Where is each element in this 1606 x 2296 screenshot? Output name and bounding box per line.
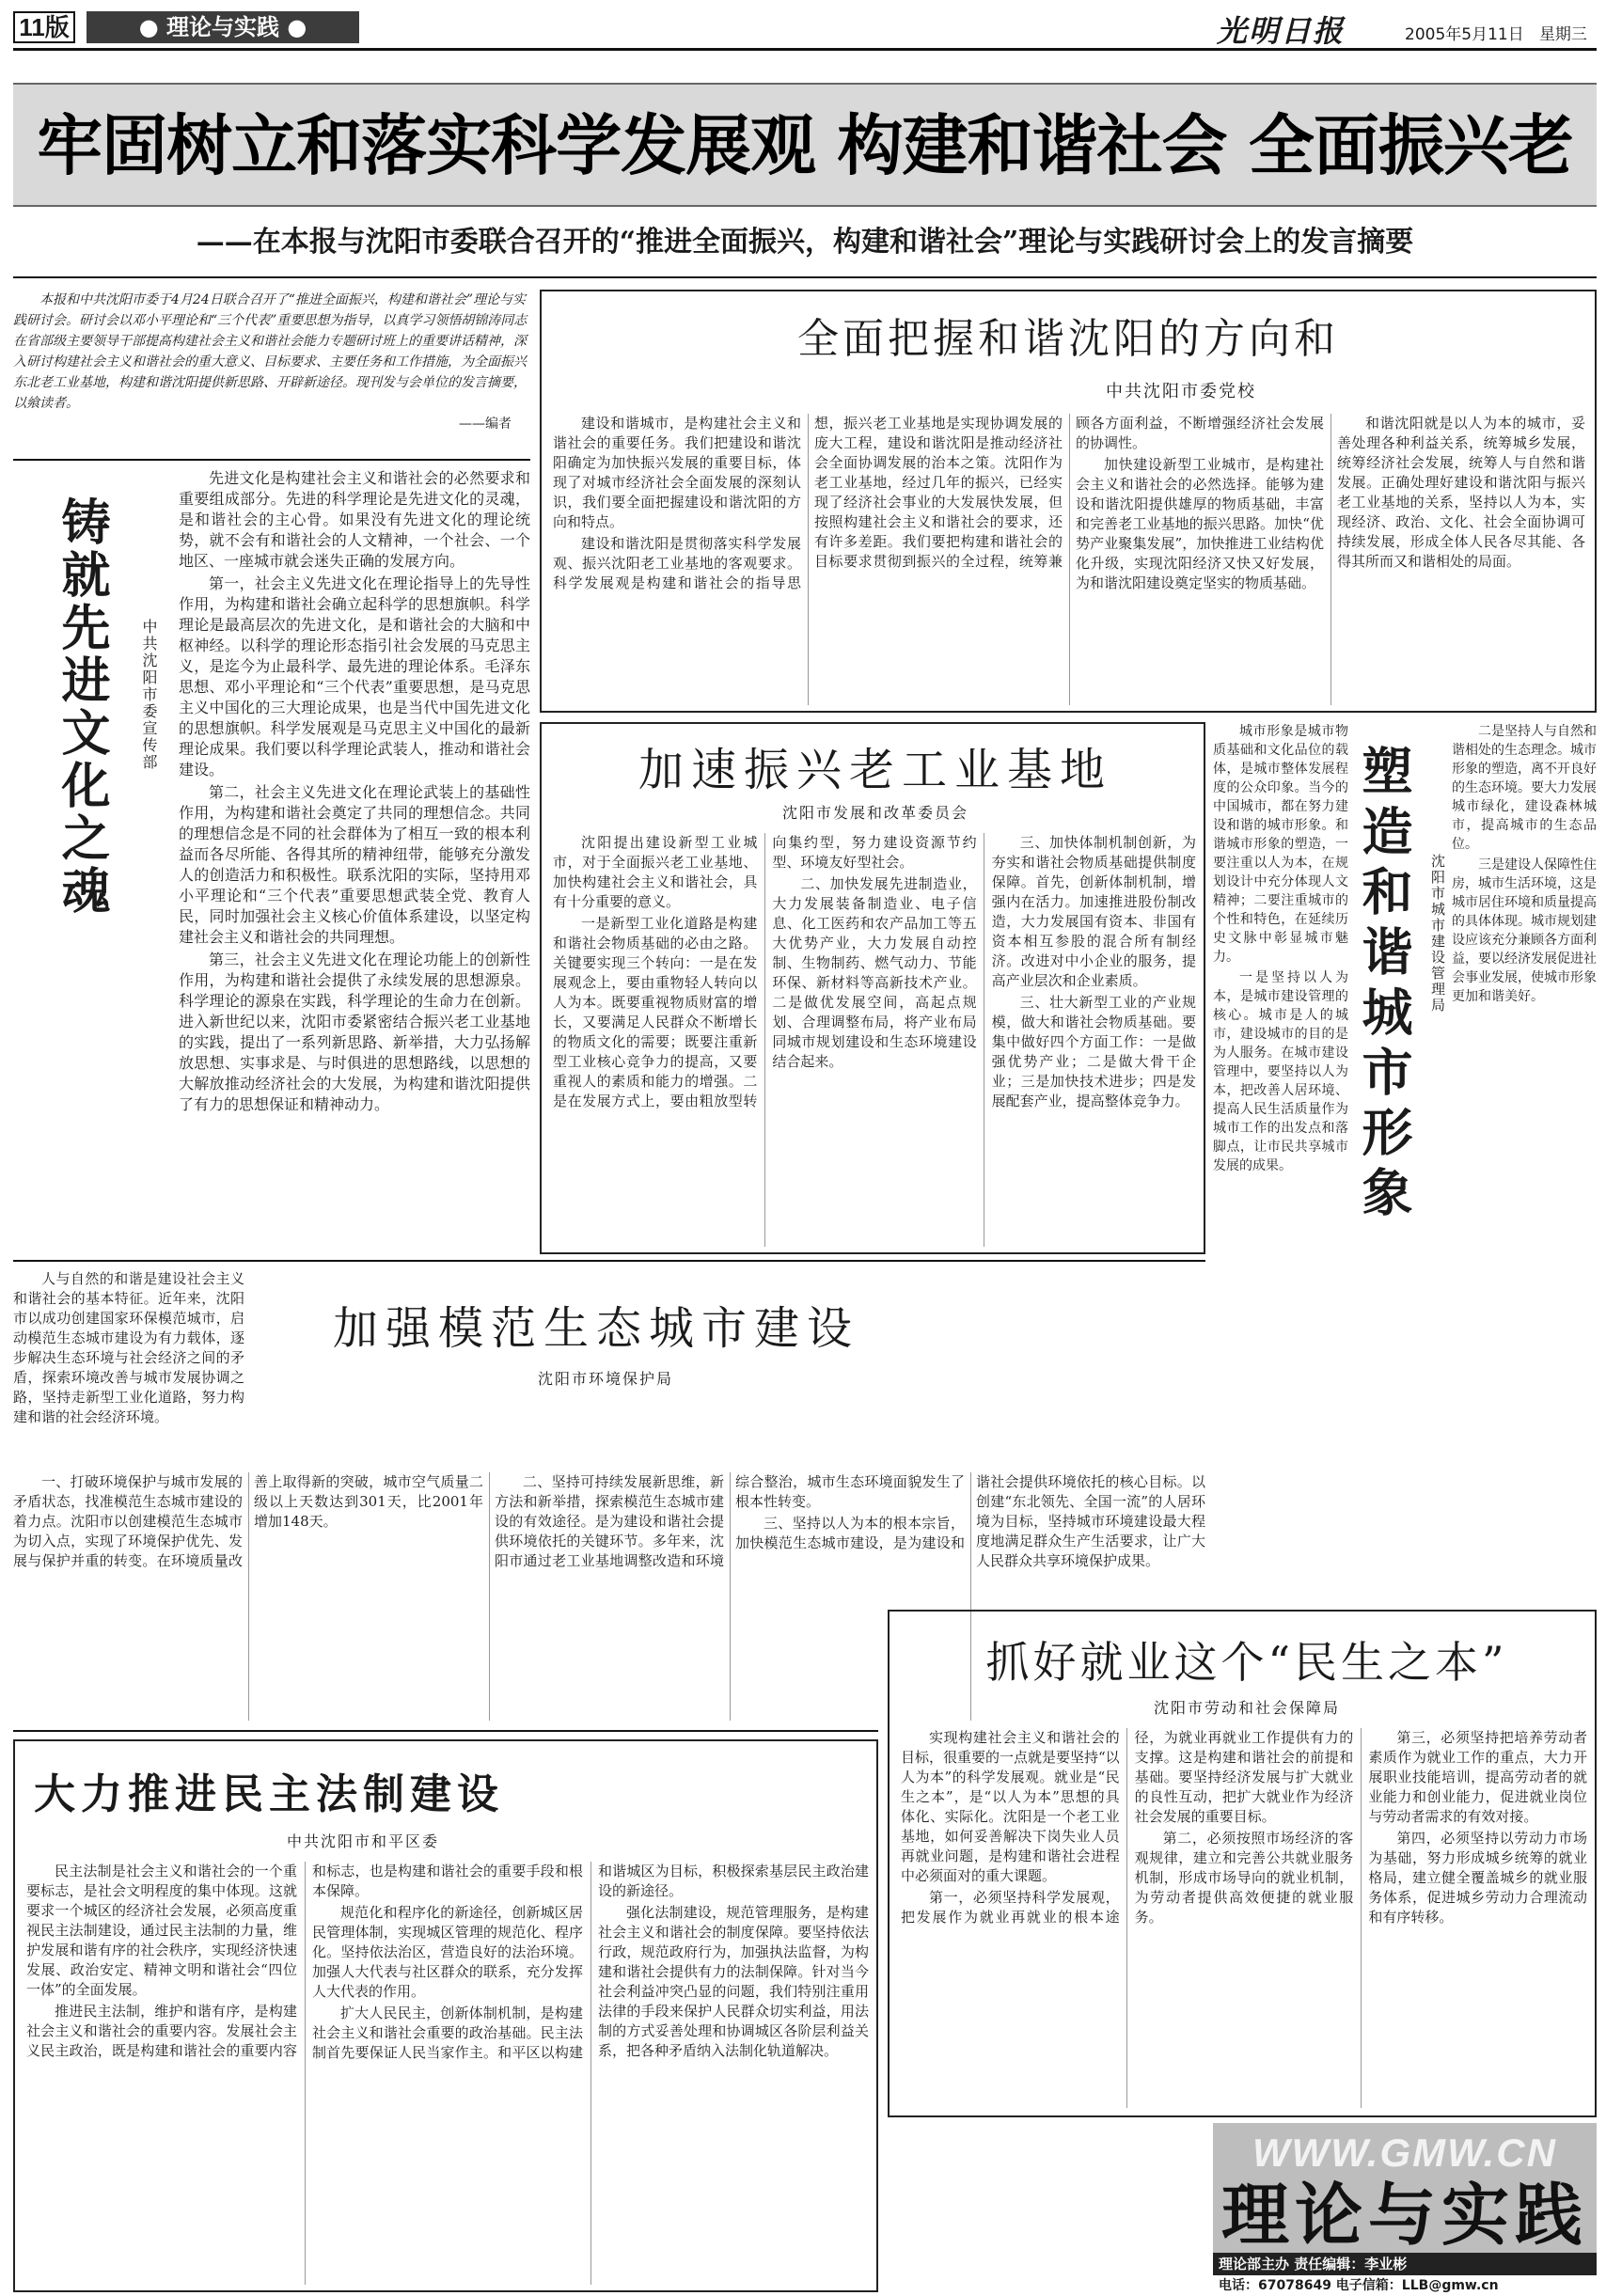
paragraph: 建设和谐沈阳是贯彻落实科学发展观、振兴沈阳老工业基地的客观要求。科学发展观是构建和谐社会的指导思想，振兴老工业基地是实现协调发展的庞大工程，建设和谐沈阳是推动经济社会全面协调发展的治本之策。沈阳作为老工业基地，经过几年的振兴，已经实现了经济社会事业的大发展快发展，但按照构建社会主义和谐社会的要求，还有许多差距。我们要把构建和谐社会的目标要求贯彻到振兴的全过程，统筹兼顾各方面利益，不断增强经济社会发展的协调性。 xyxy=(553,415,1324,591)
paragraph: 第四，必须坚持以劳动力市场为基础，努力形成城乡统筹的就业格局，建立健全覆盖城乡的就业服务体系，促进城乡劳动力合理流动和有序转移。 xyxy=(1368,1830,1587,1926)
paragraph: 第二，社会主义先进文化在理论武装上的基础性作用，为构建和谐社会奠定了共同的理想信念。共同的理想信念是不同的社会群体为了相互一致的根本利益而各尽所能、各得其所的精神纽带，能够充分激发人的创造活力和积极性。联系沈阳的实际，坚持用邓小平理论和“三个代表”重要思想武装全党、教育人民，同时加强社会主义核心价值体系建设，以坚定构建社会主义和谐社会的共同理想。 xyxy=(179,783,530,946)
paragraph: 加快建设新型工业城市，是构建社会主义和谐社会的必然选择。能够为建设和谐沈阳提供雄厚的物质基础，丰富和完善老工业基地的振兴思路。加快“优势产业聚集发展”，加快推进工业结构优化升级，实现沈阳经济又快又好发展，为和谐沈阳建设奠定坚实的物质基础。 xyxy=(1076,456,1324,591)
editor-note-text: 本报和中共沈阳市委于4月24日联合召开了“推进全面振兴，构建和谐社会”理论与实践研讨会。研讨会以邓小平理论和“三个代表”重要思想为指导，以真学习领悟胡锦涛同志在省部级主要领导干部提高构建社会主义和谐社会能力专题研讨班上的重要讲话精神，深入研讨构建社会主义和谐社会的重大意义、目标要求、主要任务和工作措施，为全面振兴东北老工业基地，构建和谐沈阳提供新思路、开辟新途径。现刊发与会单位的发言摘要，以飨读者。 xyxy=(13,292,527,411)
article-byline: 中共沈阳市委宣传部 xyxy=(140,619,158,771)
section-title: 理论与实践 xyxy=(1220,2178,1588,2253)
article-byline: 中共沈阳市和平区委 xyxy=(286,1832,439,1850)
paragraph: 一、打破环境保护与城市发展的矛盾状态，找准模范生态城市建设的着力点。沈阳市以创建模范生态城市为切入点，实现了环境保护优先、发展与保护并重的转变。在环境质量改善上取得新的突破，城市空气质量二级以上天数达到301天，比2001年增加148天。 xyxy=(13,1473,483,1569)
divider xyxy=(13,276,1597,278)
divider xyxy=(13,1730,878,1732)
footer-block xyxy=(1213,2123,1597,2296)
paragraph: 和谐沈阳就是以人为本的城市，妥善处理各种利益关系，统筹城乡发展，统筹经济社会发展，统筹人与自然和谐发展。正确处理好建设和谐沈阳与振兴老工业基地的关系，坚持以人为本，实现经济、政治、文化、社会全面协调可持续发展，形成全体人民各尽其能、各得其所而又和谐相处的局面。 xyxy=(1337,415,1585,570)
article-democracy xyxy=(13,1739,878,2292)
paragraph: 一是新型工业化道路是构建和谐社会物质基础的必由之路。关键要实现三个转向：一是在发展观念上，要由重物轻人转向以人为本。既要重视物质财富的增长，又要满足人民群众不断增长的物质文化的需要；既要注重新型工业核心竞争力的提高，又要重视人的素质和能力的增强。二是在发展方式上，要由粗放型转向集约型，努力建设资源节约型、环境友好型社会。 xyxy=(553,834,977,1109)
paragraph: 三、加快体制机制创新，为夯实和谐社会物质基础提供制度保障。首先，创新体制机制，增强内在活力。加速推进股份制改造，大力发展国有资本、非国有资本相互参股的混合所有制经济。改进对中小企业的服务，提高产业层次和企业素质。 xyxy=(991,834,1196,989)
paragraph: 第二，必须按照市场经济的客观规律，建立和完善公共就业服务机制，形成市场导向的就业机制，为劳动者提供高效便捷的就业服务。 xyxy=(1134,1830,1354,1926)
paragraph: 人与自然的和谐是建设社会主义和谐社会的基本特征。近年来，沈阳市以成功创建国家环保模范城市，启动模范生态城市建设为有力载体，逐步解决生态环境与社会经济之间的矛盾，探索环境改善与城市发展协调之路，坚持走新型工业化道路，努力构建和谐的社会经济环境。 xyxy=(13,1270,244,1425)
article-title: 塑造和谐城市形象 xyxy=(1354,745,1413,1226)
paragraph: 第三，必须坚持把培养劳动者素质作为就业工作的重点，大力开展职业技能培训，提高劳动者的就业能力和创业能力，促进就业岗位与劳动者需求的有效对接。 xyxy=(1368,1729,1587,1825)
paragraph: 二、加快发展先进制造业，大力发展装备制造业、电子信息、化工医药和农产品加工等五大优势产业，大力发展自动控制、生物制药、燃气动力、节能环保、新材料等高新技术产业。二是做优发展空间，高起点规划、合理调整布局，将产业布局同城市规划建设和生态环境建设结合起来。 xyxy=(772,875,977,1070)
article-byline: 中共沈阳市委党校 xyxy=(1106,382,1256,401)
paragraph: 三、壮大新型工业的产业规模，做大和谐社会物质基础。要集中做好四个方面工作：一是做强优势产业；二是做大骨干企业；三是加快技术进步；四是发展配套产业，提高整体竞争力。 xyxy=(991,994,1196,1109)
date-text: 2005年5月11日 xyxy=(1405,25,1524,44)
article-body-right xyxy=(1452,722,1597,1258)
article-byline: 沈阳市劳动和社会保障局 xyxy=(1153,1699,1340,1717)
article-direction xyxy=(540,290,1597,713)
paragraph: 先进文化是构建社会主义和谐社会的必然要求和重要组成部分。先进的科学理论是先进文化的灵魂，是和谐社会的主心骨。如果没有先进文化的理论统势，就不会有和谐社会的人文精神，一个社会、一个地区、一座城市就会迷失正确的发展方向。 xyxy=(179,469,530,570)
article-title: 全面把握和谐沈阳的方向和 xyxy=(797,315,1339,363)
main-headline: 牢固树立和落实科学发展观 构建和谐社会 全面振兴老 xyxy=(37,107,1573,184)
paragraph: 规范化和程序化的新途径，创新城区居民管理体制，实现城区管理的规范化、程序化。坚持依法治区，营造良好的法治环境。加强人大代表与社区群众的联系，充分发挥人大代表的作用。 xyxy=(312,1904,583,2000)
paragraph: 实现构建社会主义和谐社会的目标，很重要的一点就是要坚持“以人为本”的科学发展观。就业是“民生之本”，是“以人为本”思想的具体化、实际化。沈阳是一个老工业基地，如何妥善解决下岗失业人员再就业问题，是构建和谐社会进程中必须面对的重大课题。 xyxy=(901,1729,1120,1884)
article-byline: 沈阳市城市建设管理局 xyxy=(1429,854,1446,1014)
weekday-text: 星期三 xyxy=(1538,25,1587,44)
paragraph: 民主法制是社会主义和谐社会的一个重要标志，是社会文明程度的集中体现。这就要求一个城区的经济社会发展，必须高度重视民主法制建设，通过民主法制的力量，维护发展和谐有序的社会秩序，实现经济快速发展、政治安定、精神文明和谐社会“四位一体”的全面发展。 xyxy=(26,1863,297,1998)
paragraph: 第一，必须坚持科学发展观，把发展作为就业再就业的根本途径，为就业再就业工作提供有力的支撑。这是构建和谐社会的前提和基础。要坚持经济发展与扩大就业的良性互动，把扩大就业作为经济社会发展的重要目标。 xyxy=(901,1729,1354,1926)
paragraph: 三是建设人保障性住房，城市生活环境，这是城市居住环境和质量提高的具体体现。城市规划建设应该充分兼顾各方面利益，要以经济发展促进社会事业发展，使城市形象更加和谐美好。 xyxy=(1452,857,1597,1004)
divider xyxy=(13,459,530,461)
sub-headline: ——在本报与沈阳市委联合召开的“推进全面振兴，构建和谐社会”理论与实践研讨会上的发言摘要 xyxy=(196,226,1414,259)
editor-note-sign: ——编者 xyxy=(459,417,512,432)
page-number: 11版 xyxy=(13,11,75,43)
divider xyxy=(13,1260,1205,1262)
article-byline: 沈阳市环境保护局 xyxy=(537,1370,673,1388)
paragraph: 城市形象是城市物质基础和文化品位的载体，是城市整体发展程度的公众印象。当今的中国城市，都在努力建设和谐的城市形象。和谐城市形象的塑造，一要注重以人为本，在规划设计中充分体现人文精神；二要注重城市的个性和特色，在延续历史文脉中彰显城市魅力。 xyxy=(1213,724,1348,965)
article-body xyxy=(901,1728,1587,2108)
article-industry xyxy=(540,722,1205,1254)
article-body xyxy=(553,833,1196,1247)
site-url[interactable]: WWW.GMW.CN xyxy=(1252,2131,1557,2175)
article-title: 抓好就业这个“民生之本” xyxy=(985,1637,1508,1688)
article-body-intro xyxy=(13,1269,244,1467)
paragraph: 第一，社会主义先进文化在理论指导上的先导性作用，为构建和谐社会确立起科学的思想旗帜。科学理论是最高层次的先进文化，是和谐社会的大脑和中枢神经。以科学的理论形态指引社会发展的马克思主义，是迄今为止最科学、最先进的理论体系。毛泽东思想、邓小平理论和“三个代表”重要思想，是马克思主义中国化的三大理论成果，也是当代中国先进文化的思想旗帜。科学发展观是马克思主义中国化的最新理论成果。我们要以科学理论武装人，推动和谐社会建设。 xyxy=(179,574,530,778)
article-body xyxy=(179,468,530,1254)
article-title: 铸就先进文化之魂 xyxy=(53,496,109,918)
article-image xyxy=(1213,722,1597,1606)
paragraph: 建设和谐城市，是构建社会主义和谐社会的重要任务。我们把建设和谐沈阳确定为加快振兴发展的重要目标，体现了对城市经济社会全面发展的深刻认识，我们要全面把握建设和谐沈阳的方向和特点。 xyxy=(553,415,801,530)
article-title: 加强模范生态城市建设 xyxy=(332,1302,859,1355)
section-tag: ● 理论与实践 ● xyxy=(87,11,359,43)
paragraph: 二是坚持人与自然和谐相处的生态理念。城市形象的塑造，离不开良好的生态环境。要大力发展城市绿化，建设森林城市，提高城市的生态品位。 xyxy=(1452,724,1597,852)
paragraph: 沈阳提出建设新型工业城市，对于全面振兴老工业基地、加快构建社会主义和谐社会，具有十分重要的意义。 xyxy=(553,834,758,910)
article-culture xyxy=(13,468,530,1254)
contact-info: 电话：67078649 电子信箱：LLB@gmw.cn xyxy=(1213,2275,1597,2296)
paragraph: 二、坚持可持续发展新思维，新方法和新举措，探索模范生态城市建设的有效途径。是为建设和谐社会提供环境依托的关键环节。多年来，沈阳市通过老工业基地调整改造和环境综合整治，城市生态环境面貌发生了根本性转变。 xyxy=(495,1473,965,1569)
paragraph: 扩大人民民主，创新体制机制，是构建社会主义和谐社会重要的政治基础。民主法制首先要保证人民当家作主。和平区以构建和谐城区为目标，积极探索基层民主政治建设的新途径。 xyxy=(312,1863,869,2061)
paragraph: 强化法制建设，规范管理服务，是构建社会主义和谐社会的制度保障。要坚持依法行政，规范政府行为，加强执法监督，为构建和谐社会提供有力的法制保障。针对当今社会利益冲突凸显的问题，我们特别注重用法律的手段来保护人民群众切实利益，用法制的方式妥善处理和协调城区各阶层利益关系，把各种矛盾纳入法制化轨道解决。 xyxy=(598,1904,869,2059)
article-title: 大力推进民主法制建设 xyxy=(34,1770,504,1818)
article-body xyxy=(553,414,1585,705)
paragraph: 第三，社会主义先进文化在理论功能上的创新性作用，为构建和谐社会提供了永续发展的思想源泉。科学理论的源泉在实践，科学理论的生命力在创新。进入新世纪以来，沈阳市委紧密结合振兴老工业基地的实践，提出了一系列新思路、新举措，大力弘扬解放思想、实事求是、与时俱进的思想路线，以思想的大解放推动经济社会的大发展，为构建和谐沈阳提供了有力的思想保证和精神动力。 xyxy=(179,951,530,1113)
page-header xyxy=(13,6,1597,51)
paragraph: 推进民主法制，维护和谐有序，是构建社会主义和谐社会的重要内容。发展社会主义民主政治，既是构建和谐社会的重要内容和标志，也是构建和谐社会的重要手段和根本保障。 xyxy=(26,1863,583,2059)
paragraph: 一是坚持以人为本，是城市建设管理的核心。城市是人的城市，建设城市的目的是为人服务。在城市建设管理中，要坚持以人为本，把改善人居环境、提高人民生活质量作为城市工作的出发点和落脚点，让市民共享城市发展的成果。 xyxy=(1213,970,1348,1173)
article-employment xyxy=(888,1610,1597,2117)
masthead-logo: 光明日报 xyxy=(1217,13,1346,45)
article-body xyxy=(26,1862,869,2285)
editor-note xyxy=(13,290,530,455)
paragraph: 三、坚持以人为本的根本宗旨，加快模范生态城市建设，是为建设和谐社会提供环境依托的核心目标。以创建“东北领先、全国一流”的人居环境为目标，坚持城市环境建设最大程度地满足群众生产生活要求，让广大人民群众共享环境保护成果。 xyxy=(735,1473,1205,1569)
article-byline: 沈阳市发展和改革委员会 xyxy=(781,804,968,822)
article-title: 加速振兴老工业基地 xyxy=(638,744,1112,796)
main-banner xyxy=(13,83,1597,207)
issue-date xyxy=(1405,21,1593,45)
article-body-left xyxy=(1213,722,1348,1258)
editor-credit: 理论部主办 责任编辑：李业彬 xyxy=(1213,2253,1597,2275)
